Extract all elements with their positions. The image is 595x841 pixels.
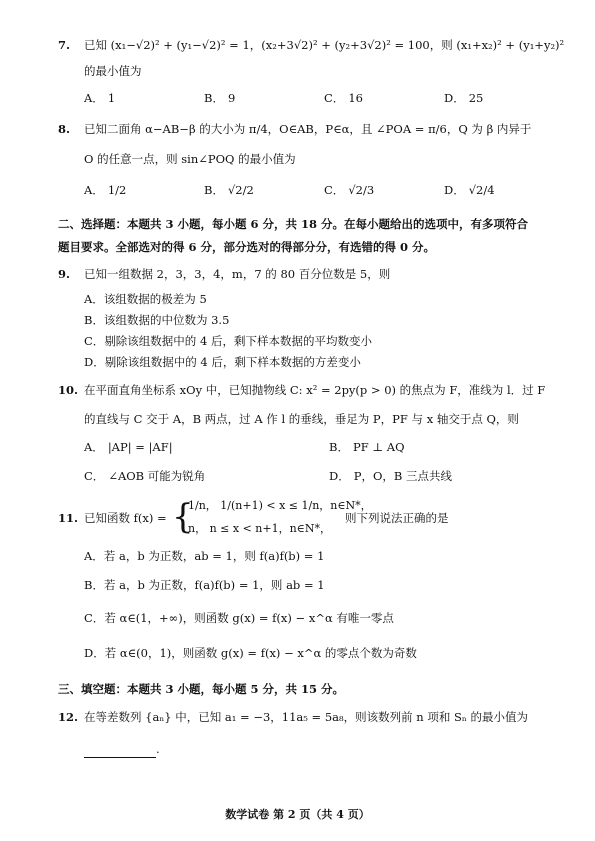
q8-option-b: B． √2/2 <box>204 183 254 197</box>
page-footer: 数学试卷 第 2 页（共 4 页） <box>225 808 370 821</box>
q7-option-d: D． 25 <box>444 91 484 105</box>
q9-option-a: A．该组数据的极差为 5 <box>84 292 207 306</box>
q11-text-post: 则下列说法正确的是 <box>345 511 449 525</box>
q11-option-d: D．若 α∈(0，1)，则函数 g(x) = f(x) − x^α 的零点个数为奇数 <box>84 646 417 660</box>
q7-number: 7. <box>58 38 71 52</box>
q8-stem-line1 <box>58 120 555 138</box>
q8-option-a: A． 1/2 <box>84 183 127 197</box>
q7-stem-line1 <box>58 36 565 54</box>
q8-number: 8. <box>58 122 71 136</box>
section3-heading: 三、填空题：本题共 3 小题，每小题 5 分，共 15 分。 <box>58 682 345 696</box>
q11-case2: n， n ≤ x < n+1，n∈N*， <box>188 522 331 535</box>
q8-options <box>84 180 555 200</box>
q10-text-1: 在平面直角坐标系 xOy 中，已知抛物线 C: x² = 2py(p > 0) 的焦点为 F，准线为 l．过 F <box>84 383 546 397</box>
q11-case1: 1/n， 1/(n+1) < x ≤ 1/n，n∈N*， <box>188 499 372 512</box>
q11-number: 11. <box>58 511 79 525</box>
q8-option-d: D． √2/4 <box>444 183 495 197</box>
q11-option-a: A．若 a，b 为正数，ab = 1，则 f(a)f(b) = 1 <box>84 549 325 563</box>
q9-option-b: B．该组数据的中位数为 3.5 <box>84 313 230 327</box>
q12-answer-line <box>84 740 555 758</box>
q12-number: 12. <box>58 710 79 724</box>
q9-option-c: C．剔除该组数据中的 4 后，剩下样本数据的平均数变小 <box>84 334 372 348</box>
q8-text-1: 已知二面角 α−AB−β 的大小为 π/4，O∈AB，P∈α，且 ∠POA = π/6，Q 为 β 内异于 <box>84 122 532 136</box>
q7-text-1: 已知 (x₁−√2)² + (y₁−√2)² = 1，(x₂+3√2)² + (y₂+3√2)² = 100，则 (x₁+x₂)² + (y₁+y₂)² <box>84 38 565 52</box>
q11-option-c: C．若 α∈(1，+∞)，则函数 g(x) = f(x) − x^α 有唯一零点 <box>84 611 394 625</box>
q10-option-b: B． PF ⊥ AQ <box>329 440 405 454</box>
q7-option-b: B． 9 <box>204 91 236 105</box>
section2-heading-line2: 题目要求。全部选对的得 6 分，部分选对的得部分分，有选错的得 0 分。 <box>58 240 436 254</box>
q10-number: 10. <box>58 383 79 397</box>
q12-stem <box>58 708 555 726</box>
q9-text: 已知一组数据 2，3，3，4，m，7 的 80 百分位数是 5，则 <box>84 267 391 281</box>
q10-stem-line2: 的直线与 C 交于 A，B 两点，过 A 作 l 的垂线，垂足为 P，PF 与 x 轴交于点 Q，则 <box>84 412 519 426</box>
q9-number: 9. <box>58 267 71 281</box>
q11-brace: { <box>172 497 194 537</box>
q11-text-pre: 已知函数 f(x) = <box>84 511 167 525</box>
q7-options <box>84 88 555 108</box>
section2-heading-line1: 二、选择题：本题共 3 小题，每小题 6 分，共 18 分。在每小题给出的选项中，有多项符合 <box>58 217 529 231</box>
q10-options-row1 <box>84 437 555 457</box>
q7-option-a: A． 1 <box>84 91 116 105</box>
q10-option-a: A． |AP| = |AF| <box>84 440 173 454</box>
q10-options-row2 <box>84 466 555 486</box>
q11-option-b: B．若 a，b 为正数，f(a)f(b) = 1，则 ab = 1 <box>84 578 325 592</box>
q12-answer-blank[interactable] <box>84 743 156 758</box>
q10-option-c: C． ∠AOB 可能为锐角 <box>84 469 206 483</box>
q8-option-c: C． √2/3 <box>324 183 375 197</box>
q9-option-d: D．剔除该组数据中的 4 后，剩下样本数据的方差变小 <box>84 355 361 369</box>
q9-stem <box>58 265 555 283</box>
q8-stem-line2: O 的任意一点，则 sin∠POQ 的最小值为 <box>84 152 296 166</box>
q12-period: . <box>156 742 160 756</box>
q7-option-c: C． 16 <box>324 91 363 105</box>
q7-stem-line2: 的最小值为 <box>84 64 142 78</box>
q10-option-d: D． P，O，B 三点共线 <box>329 469 453 483</box>
q10-stem-line1 <box>58 381 555 399</box>
q12-text: 在等差数列 {aₙ} 中，已知 a₁ = −3，11a₅ = 5a₈，则该数列前 n 项和 Sₙ 的最小值为 <box>84 710 529 724</box>
